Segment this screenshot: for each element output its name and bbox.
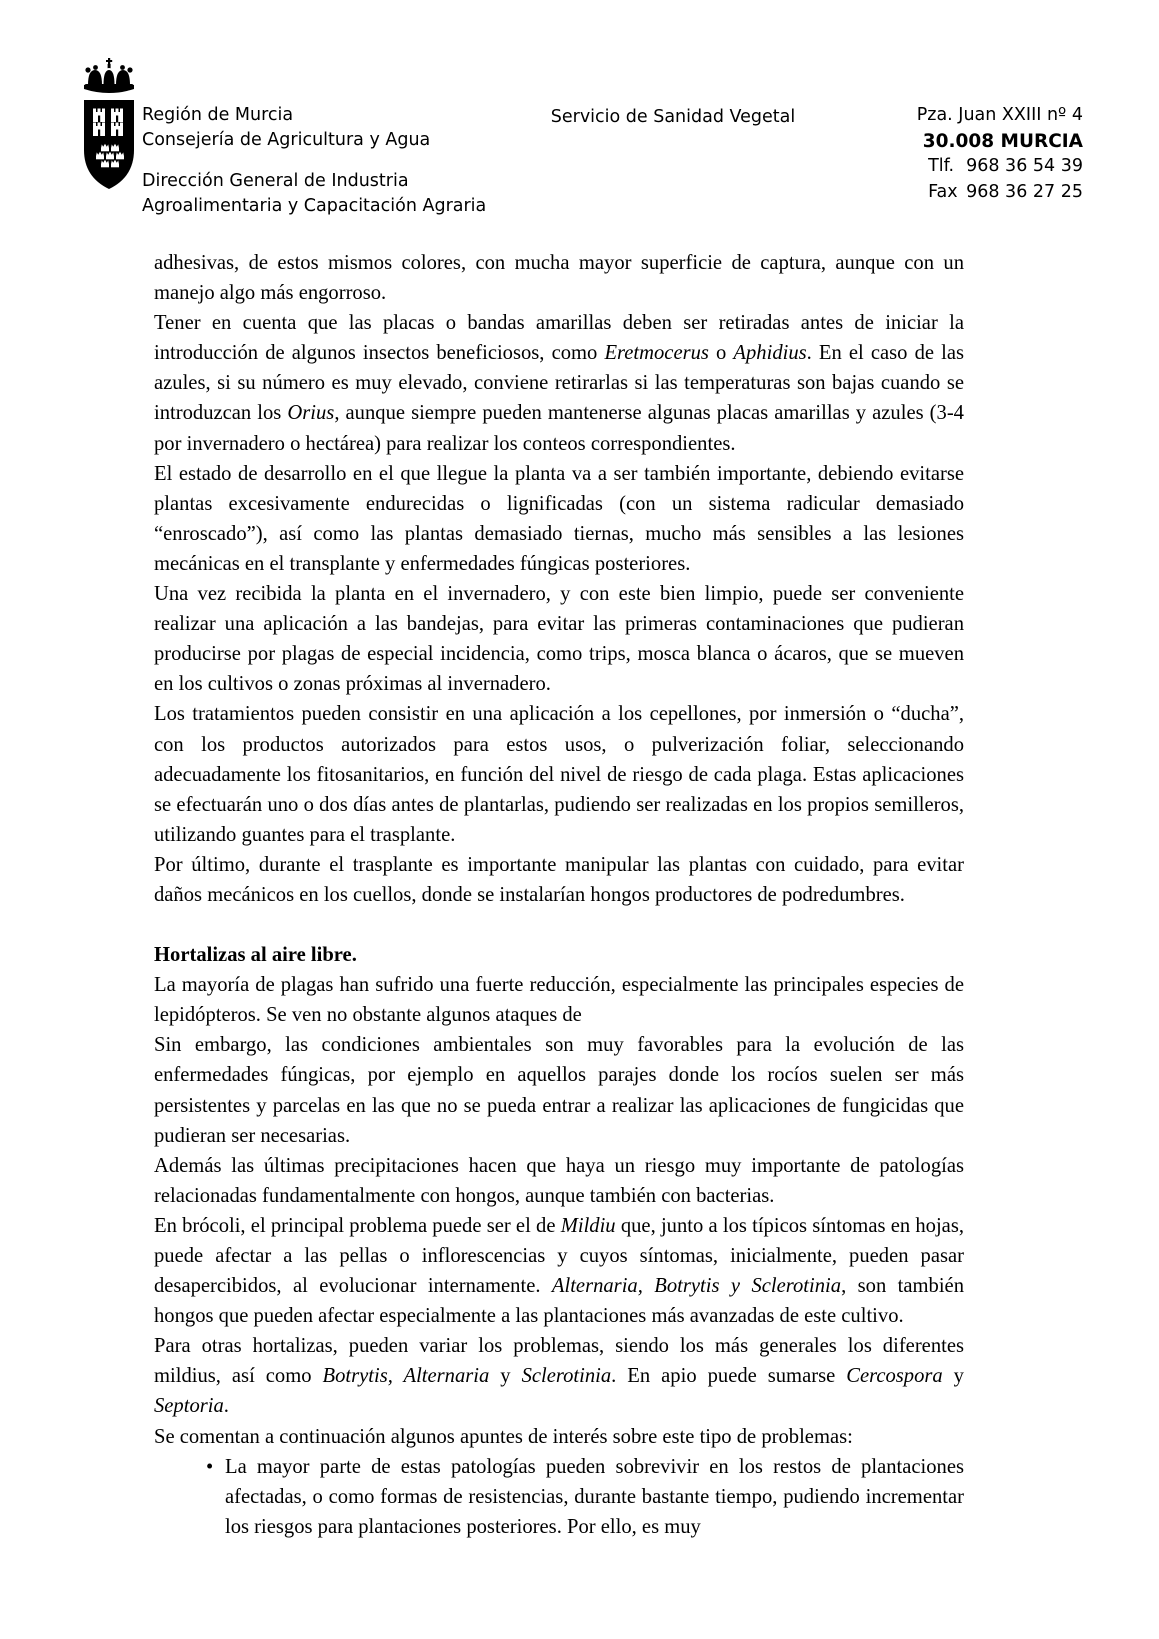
paragraph-trasplante-cuidado: Por último, durante el trasplante es importante manipular las plantas con cuidado, para evitar daños mecánicos en los cuellos, donde se instalarían hongos productores de podredumbres. (154, 853, 964, 906)
fungi-botrytis-alternaria: Botrytis, Alternaria (322, 1365, 490, 1388)
bullet-icon: • (206, 1455, 214, 1478)
disease-mildiu: Mildiu (560, 1214, 616, 1237)
text-run: . (223, 1395, 229, 1418)
text-run: y (942, 1365, 964, 1388)
species-orius: Orius (287, 402, 335, 425)
species-aphidius: Aphidius (733, 342, 807, 365)
paragraph-estado-desarrollo: El estado de desarrollo en el que llegue la planta va a ser también importante, debiendo evitarse plantas excesivamente endurecidas o lignificadas (con un sistema radicular demasiado “enroscado”), así como las plantas demasiado tiernas, mucho más sensibles a las lesiones mecánicas en el transplante y enfermedades fúngicas posteriores. (154, 462, 964, 575)
org-line-consejeria: Consejería de Agricultura y Agua (142, 130, 431, 150)
dept-line-1: Dirección General de Industria (142, 171, 409, 191)
address-phone (783, 154, 1083, 180)
text-run: Para otras hortalizas, pueden variar los problemas, siendo los más generales los diferentes mildius, así como (154, 1335, 964, 1388)
address-street: Pza. Juan XXIII nº 4 (916, 105, 1083, 125)
org-line-region: Región de Murcia (142, 105, 294, 125)
fungi-septoria: Septoria (154, 1395, 224, 1418)
letterhead (78, 55, 1083, 215)
address-fax (783, 180, 1083, 206)
address-block (783, 103, 1083, 205)
list-item (154, 1452, 964, 1542)
paragraph-brocoli (154, 1211, 964, 1331)
org-spacer (142, 153, 562, 169)
fungi-alternaria-botrytis-sclerotinia: Alternaria, Botrytis y Sclerotinia (551, 1275, 842, 1298)
text-run: . En el caso de las azules, si su número es muy elevado, conviene retirarlas si las temperaturas son bajas cuando se introduzcan los (154, 342, 964, 425)
text-run: o (708, 342, 734, 365)
paragraph-tratamientos: Los tratamientos pueden consistir en una aplicación a los cepellones, por inmersión o “ducha”, con los productos autorizados para estos usos, o pulverización foliar, seleccionando adecuadamente los fitosanitarios, en función del nivel de riesgo de cada plaga. Estas aplicaciones se efectuarán uno o dos días antes de plantarlas, pudiendo ser realizadas en los propios semilleros, utilizando guantes para el trasplante. (154, 703, 964, 846)
text-run: En brócoli, el principal problema puede ser el de (154, 1214, 561, 1237)
paragraph-planta-invernadero: Una vez recibida la planta en el invernadero, y con este bien limpio, puede ser conveniente realizar una aplicación a las bandejas, para evitar las primeras contaminaciones que pudieran producirse por plagas de especial incidencia, como trips, mosca blanca o ácaros, que se mueven en los cultivos o zonas próximas al invernadero. (154, 583, 964, 696)
section-spacer (154, 910, 964, 940)
paragraph-placas-amarillas (154, 308, 964, 458)
text-run: , son también hongos que pueden afectar especialmente a las plantaciones más avanzadas de este cultivo. (154, 1275, 964, 1328)
text-run: que, junto a los típicos síntomas en hojas, puede afectar a las pellas o inflorescencias y cuyos síntomas, inicialmente, pueden pasar desapercibidos, al evolucionar internamente. (154, 1214, 964, 1298)
text-run: . En apio puede sumarse (611, 1365, 847, 1388)
paragraph-mayoria-plagas: La mayoría de plagas han sufrido una fuerte reducción, especialmente las principales especies de lepidópteros. Se ven no obstante algunos ataques de (154, 974, 964, 1027)
paragraph-otras-hortalizas (154, 1331, 964, 1421)
list-item-text: La mayor parte de estas patologías pueden sobrevivir en los restos de plantaciones afectadas, o como formas de resistencias, durante bastante tiempo, pudiendo incrementar los riesgos para plantaciones posteriores. Por ello, es muy (225, 1455, 964, 1538)
fax-value: 968 36 27 25 (966, 181, 1083, 202)
text-run: , aunque siempre pueden mantenerse algunas placas amarillas y azules (3-4 por invernadero o hectárea) para realizar los conteos correspondientes. (154, 402, 964, 455)
bullet-list (154, 1452, 964, 1542)
section-heading-hortalizas: Hortalizas al aire libre. (154, 944, 357, 967)
dept-line-2: Agroalimentaria y Capacitación Agraria (142, 196, 487, 216)
fax-label: Fax (928, 181, 958, 202)
fungi-sclerotinia: Sclerotinia (521, 1365, 612, 1388)
text-run: y (489, 1365, 522, 1388)
service-title: Servicio de Sanidad Vegetal (550, 107, 796, 127)
paragraph-condiciones-ambientales: Sin embargo, las condiciones ambientales son muy favorables para la evolución de las enfermedades fúngicas, por ejemplo en aquellos parajes donde los rocíos suelen ser más persistentes y parcelas en las que no se pueda entrar a realizar las aplicaciones de fungicidas que pudieran ser necesarias. (154, 1034, 964, 1147)
phone-value: 968 36 54 39 (966, 156, 1083, 176)
phone-label: Tlf. (928, 156, 955, 176)
address-city: 30.008 MURCIA (922, 130, 1083, 152)
paragraph-adhesivas: adhesivas, de estos mismos colores, con mucha mayor superficie de captura, aunque con un manejo algo más engorroso. (154, 252, 964, 305)
text-run: Tener en cuenta que las placas o bandas amarillas deben ser retiradas antes de iniciar la introducción de algunos insectos beneficiosos, como (154, 312, 964, 365)
species-eretmocerus: Eretmocerus (604, 342, 709, 365)
paragraph-precipitaciones: Además las últimas precipitaciones hacen que haya un riesgo muy importante de patologías relacionadas fundamentalmente con hongos, aunque también con bacterias. (154, 1154, 964, 1207)
paragraph-apuntes-intro: Se comentan a continuación algunos apuntes de interés sobre este tipo de problemas: (154, 1425, 853, 1448)
fungi-cercospora: Cercospora (846, 1365, 943, 1388)
organization-block (142, 103, 562, 219)
document-body (154, 248, 964, 1542)
murcia-coat-of-arms-icon (78, 55, 140, 203)
